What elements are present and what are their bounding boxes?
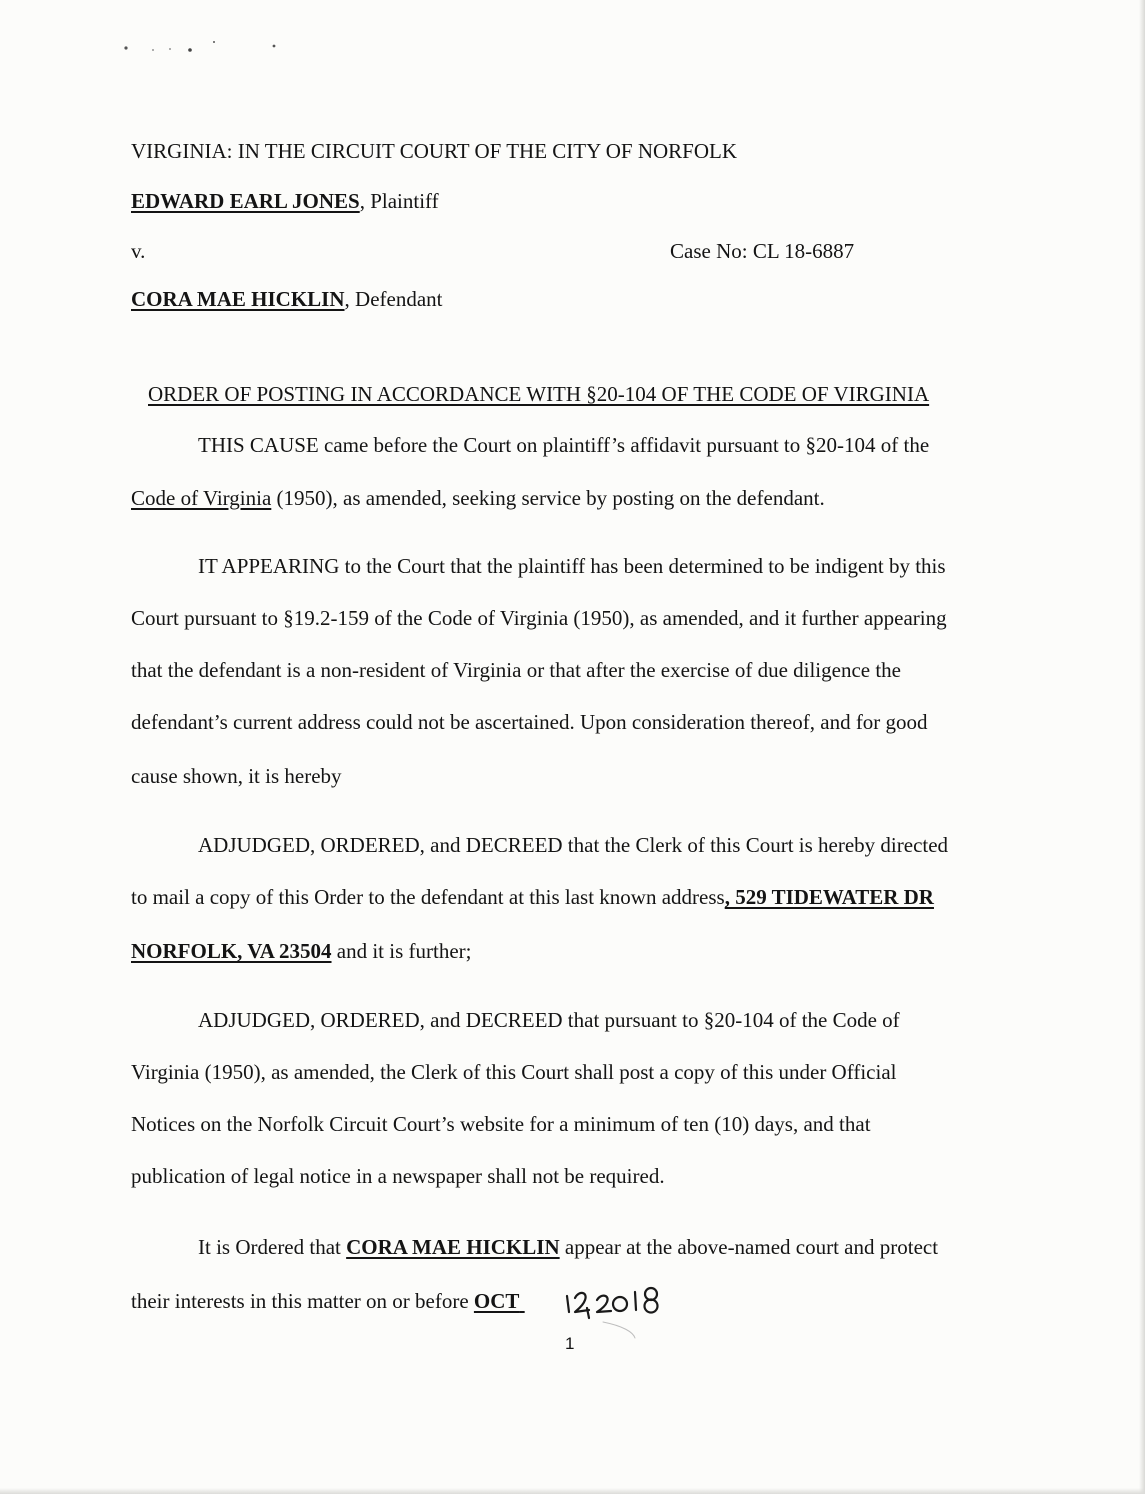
para5-line1: It is Ordered that CORA MAE HICKLIN appear at the above-named court and protect <box>198 1235 939 1259</box>
defendant-role: , Defendant <box>344 287 443 311</box>
plaintiff-line <box>131 188 439 214</box>
plaintiff-name: EDWARD EARL JONES <box>131 189 360 213</box>
scan-edge-right <box>1139 0 1145 1494</box>
para5-line2: their interests in this matter on or before OCT <box>131 1289 520 1313</box>
versus-label: v. <box>131 239 146 263</box>
para4-line1: ADJUDGED, ORDERED, and DECREED that pursuant to §20-104 of the Code of <box>198 1008 900 1032</box>
para4-line3: Notices on the Norfolk Circuit Court’s website for a minimum of ten (10) days, and that <box>131 1112 871 1136</box>
defendant-address-city: NORFOLK, VA 23504 <box>131 939 332 963</box>
para4-line4: publication of legal notice in a newspaper shall not be required. <box>131 1164 665 1188</box>
para2-line3: that the defendant is a non-resident of Virginia or that after the exercise of due diligence the <box>131 658 902 682</box>
plaintiff-role: , Plaintiff <box>359 189 439 213</box>
para2-line4: defendant’s current address could not be ascertained. Upon consideration thereof, and for good <box>131 710 928 734</box>
para2-line2: Court pursuant to §19.2-159 of the Code of Virginia (1950), as amended, and it further appearing <box>131 606 947 630</box>
para1-line1: THIS CAUSE came before the Court on plaintiff’s affidavit pursuant to §20-104 of the <box>198 433 930 457</box>
para3-line3: NORFOLK, VA 23504 and it is further; <box>131 939 472 963</box>
page-number: 1 <box>565 1334 575 1353</box>
defendant-line <box>131 286 443 312</box>
code-of-virginia-ref: Code of Virginia <box>131 486 272 510</box>
para3-line2: to mail a copy of this Order to the defendant at this last known address, 529 TIDEWATER DR <box>131 885 934 909</box>
para2-line5: cause shown, it is hereby <box>131 764 342 788</box>
order-title: ORDER OF POSTING IN ACCORDANCE WITH §20-104 OF THE CODE OF VIRGINIA <box>148 382 930 406</box>
defendant-address-street: , 529 TIDEWATER DR <box>724 885 934 909</box>
court-heading: VIRGINIA: IN THE CIRCUIT COURT OF THE CITY OF NORFOLK <box>131 139 738 163</box>
scan-edge-bottom <box>0 1488 1145 1494</box>
case-number: Case No: CL 18-6887 <box>670 239 855 263</box>
appearance-month: OCT <box>473 1289 520 1313</box>
defendant-name: CORA MAE HICKLIN <box>131 287 345 311</box>
para4-line2: Virginia (1950), as amended, the Clerk of this Court shall post a copy of this under Official <box>131 1060 897 1084</box>
para2-line1: IT APPEARING to the Court that the plaintiff has been determined to be indigent by this <box>198 554 946 578</box>
scan-speck-marks <box>118 36 298 56</box>
defendant-name-order: CORA MAE HICKLIN <box>346 1235 560 1259</box>
para3-line1: ADJUDGED, ORDERED, and DECREED that the Clerk of this Court is hereby directed <box>198 833 949 857</box>
para1-line2: Code of Virginia (1950), as amended, seeking service by posting on the defendant. <box>131 486 825 510</box>
handwritten-date <box>563 1284 673 1344</box>
